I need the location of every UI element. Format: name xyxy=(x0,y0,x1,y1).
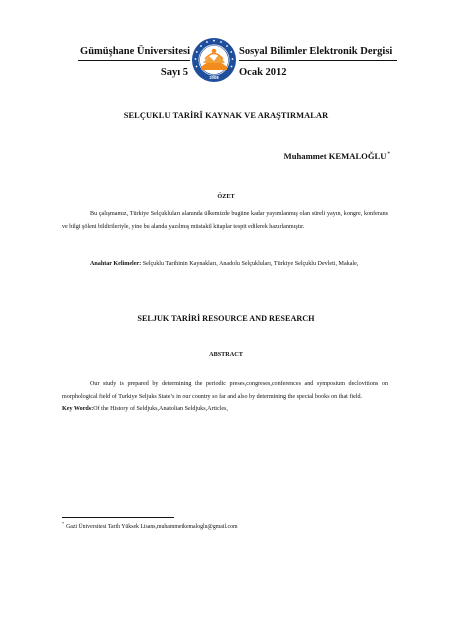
author-name: Muhammet KEMALOĞLU xyxy=(283,151,387,161)
ozet-heading: ÖZET xyxy=(217,193,235,200)
footnote-divider xyxy=(62,517,174,518)
ozet-text: Bu çalışmamız, Türkiye Selçukluları alanında ülkemizde bugüne kadar yayımlanmış olan süreli yayın, kongre, konferans ve bilgi şöleni bildirileriyle, yine bu alanda yazılmış müstakil kitaplar tespit edilerek hazırlanmıştır. xyxy=(62,211,388,230)
article-title-tr: SELÇUKLU TARİRÎ KAYNAK VE ARAŞTIRMALAR xyxy=(123,111,329,120)
author-footnote-mark: * xyxy=(387,152,390,157)
abstract-paragraph xyxy=(62,378,388,403)
university-logo xyxy=(191,37,237,83)
journal-type: Sosyal Bilimler Elektronik Dergisi xyxy=(239,45,397,61)
author-line xyxy=(284,151,390,161)
abstract-text: Our study is prepared by determining the periodic preses,congreses,conferences and symposium declovitions on morphological field of Turkiye Seljuks State’s in our country so far and also by determining the special books on that field. xyxy=(62,381,388,400)
key-words-text: Of the History of Seldjuks,Anatolian Seldjuks,Articles, xyxy=(93,406,228,412)
article-title-en: SELJUK TARİRİ RESOURCE AND RESEARCH xyxy=(137,314,315,323)
footnote-text: Gazi Üniversitesi Tarih Yüksek Lisans,muhammetkemaloglu@gmail.com xyxy=(66,524,238,530)
keywords-text: Selçuklu Tarihinin Kaynakları, Anadolu Selçukluları, Türkiye Selçuklu Devleti, Makale, xyxy=(141,261,359,267)
journal-header-left xyxy=(78,45,190,79)
keywords-paragraph xyxy=(62,258,388,271)
journal-name: Gümüşhane Üniversitesi xyxy=(78,45,190,61)
key-words-paragraph xyxy=(62,403,388,416)
footnote xyxy=(62,521,238,530)
abstract-heading: ABSTRACT xyxy=(209,351,243,358)
journal-header-right xyxy=(239,45,397,79)
keywords-label: Anahtar Kelimeler: xyxy=(90,261,142,267)
logo-year: 2008 xyxy=(209,75,219,80)
key-words-label: Key Words: xyxy=(62,406,94,412)
issue-number: Sayı 5 xyxy=(160,67,188,78)
issue-date: Ocak 2012 xyxy=(239,67,287,78)
ozet-paragraph xyxy=(62,208,388,233)
footnote-mark: * xyxy=(62,521,65,526)
